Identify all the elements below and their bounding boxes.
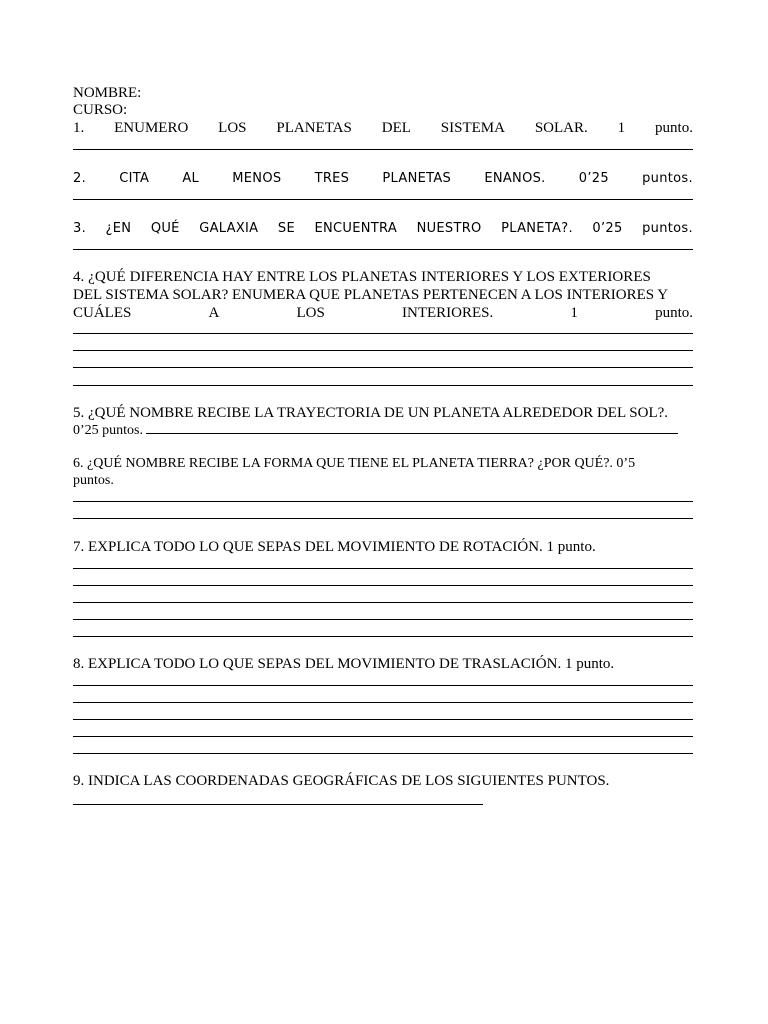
- answer-line[interactable]: [146, 432, 678, 434]
- answer-line[interactable]: [73, 585, 693, 586]
- q3-word: QUÉ: [150, 221, 180, 236]
- q2-word: AL: [182, 171, 200, 186]
- answer-line[interactable]: [73, 702, 693, 703]
- answer-line[interactable]: [73, 249, 693, 250]
- answer-line[interactable]: [73, 719, 693, 720]
- q2-word: MENOS: [232, 171, 282, 186]
- q1-word: punto.: [655, 120, 693, 136]
- answer-line[interactable]: [73, 199, 693, 200]
- q3-word: PLANETA?.: [501, 221, 573, 236]
- q4-word: CUÁLES: [73, 305, 132, 321]
- course-label: CURSO:: [73, 102, 128, 118]
- q2-word: puntos.: [642, 171, 693, 186]
- answer-line[interactable]: [73, 568, 693, 569]
- q2-word: ENANOS.: [484, 171, 546, 186]
- answer-line[interactable]: [73, 753, 693, 754]
- answer-line[interactable]: [73, 636, 693, 637]
- q1-word: 1: [617, 120, 626, 136]
- question-4-line-2: DEL SISTEMA SOLAR? ENUMERA QUE PLANETAS PERTENECEN A LOS INTERIORES Y: [73, 287, 669, 303]
- question-4-line-1: 4. ¿QUÉ DIFERENCIA HAY ENTRE LOS PLANETAS INTERIORES Y LOS EXTERIORES: [73, 269, 651, 285]
- answer-line[interactable]: [73, 619, 693, 620]
- q3-word: ENCUENTRA: [314, 221, 398, 236]
- q3-word: NUESTRO: [416, 221, 482, 236]
- q3-word: puntos.: [642, 221, 693, 236]
- q2-word: PLANETAS: [382, 171, 452, 186]
- answer-line[interactable]: [73, 518, 693, 519]
- question-8: 8. EXPLICA TODO LO QUE SEPAS DEL MOVIMIENTO DE TRASLACIÓN. 1 punto.: [73, 656, 615, 672]
- q1-word: 1.: [73, 120, 85, 136]
- q3-word: SE: [277, 221, 295, 236]
- question-2: [73, 170, 693, 187]
- answer-line[interactable]: [73, 385, 693, 386]
- q4-word: 1: [570, 305, 578, 321]
- answer-line[interactable]: [73, 149, 693, 150]
- q1-word: SISTEMA: [440, 120, 505, 136]
- q3-word: ¿EN: [105, 221, 132, 236]
- question-3: [73, 220, 693, 237]
- q5-points: 0’25 puntos.: [73, 423, 143, 438]
- q3-word: 0’25: [592, 221, 623, 236]
- question-7: 7. EXPLICA TODO LO QUE SEPAS DEL MOVIMIENTO DE ROTACIÓN. 1 punto.: [73, 539, 596, 555]
- q1-word: SOLAR.: [534, 120, 588, 136]
- q3-word: 3.: [73, 221, 87, 236]
- q4-word: LOS: [296, 305, 325, 321]
- q1-word: ENUMERO: [114, 120, 189, 136]
- answer-line[interactable]: [73, 804, 483, 805]
- q4-word: punto.: [655, 305, 693, 321]
- answer-line[interactable]: [73, 685, 693, 686]
- question-1: [73, 120, 693, 137]
- question-5-line-1: 5. ¿QUÉ NOMBRE RECIBE LA TRAYECTORIA DE UN PLANETA ALREDEDOR DEL SOL?.: [73, 405, 669, 421]
- q2-word: 0’25: [578, 171, 609, 186]
- q2-word: TRES: [314, 171, 350, 186]
- answer-line[interactable]: [73, 367, 693, 368]
- answer-line[interactable]: [73, 501, 693, 502]
- answer-line[interactable]: [73, 333, 693, 334]
- q1-word: LOS: [218, 120, 247, 136]
- question-9: 9. INDICA LAS COORDENADAS GEOGRÁFICAS DE LOS SIGUIENTES PUNTOS.: [73, 773, 610, 789]
- q1-word: PLANETAS: [276, 120, 352, 136]
- answer-line[interactable]: [73, 736, 693, 737]
- name-label: NOMBRE:: [73, 85, 142, 101]
- question-4-line-3: [73, 305, 693, 322]
- q3-word: GALAXIA: [199, 221, 259, 236]
- q2-word: CITA: [119, 171, 150, 186]
- q1-word: DEL: [381, 120, 411, 136]
- question-6-line-2: puntos.: [73, 473, 114, 488]
- q4-word: INTERIORES.: [402, 305, 494, 321]
- answer-line[interactable]: [73, 350, 693, 351]
- answer-line[interactable]: [73, 602, 693, 603]
- question-6-line-1: 6. ¿QUÉ NOMBRE RECIBE LA FORMA QUE TIENE EL PLANETA TIERRA? ¿POR QUÉ?. 0’5: [73, 456, 636, 471]
- q2-word: 2.: [73, 171, 87, 186]
- q4-word: A: [208, 305, 220, 321]
- question-5-line-2: [73, 422, 693, 439]
